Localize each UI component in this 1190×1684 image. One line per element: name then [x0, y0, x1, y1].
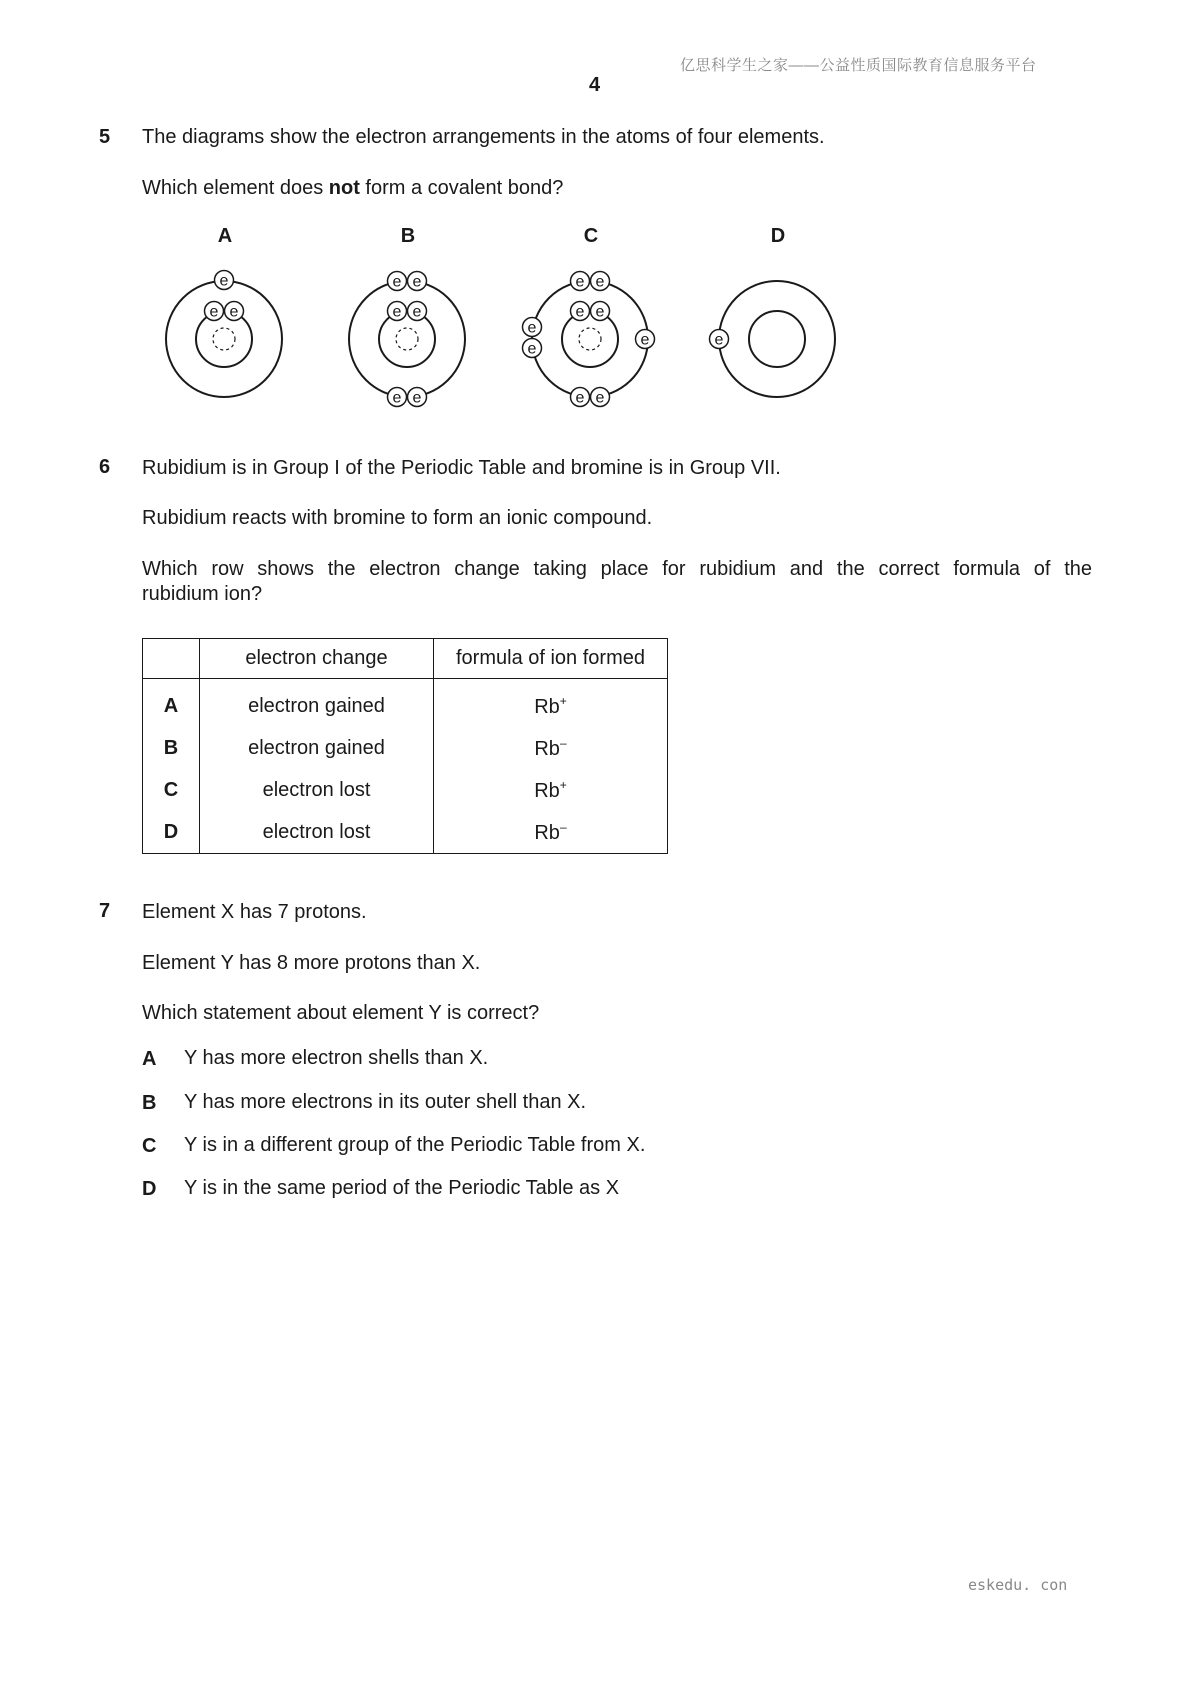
- row-letter: A: [143, 679, 200, 728]
- diagram-label-c: C: [583, 225, 599, 247]
- table-row: [143, 727, 668, 769]
- table-row: [143, 811, 668, 854]
- table-row: [143, 679, 668, 728]
- question-5-prompt: [142, 175, 563, 201]
- question-5-number: 5: [99, 126, 111, 148]
- question-5-prompt-pre: Which element does: [142, 177, 329, 199]
- row-letter: C: [143, 769, 200, 811]
- table-header-row: [143, 639, 668, 679]
- atom-b-diagram: [349, 272, 465, 407]
- atom-a-diagram: [166, 271, 282, 398]
- ion-charge: –: [559, 735, 567, 750]
- ion-symbol: Rb: [534, 695, 560, 718]
- ion-charge: +: [559, 693, 567, 708]
- question-5-text: The diagrams show the electron arrangements in the atoms of four elements.: [142, 126, 825, 148]
- option-letter-c: C: [142, 1135, 157, 1157]
- question-6-number: 6: [99, 456, 111, 478]
- question-6-line-3b: rubidium ion?: [142, 583, 263, 605]
- row-electron-change: electron gained: [200, 727, 434, 769]
- option-text-d: Y is in the same period of the Periodic Table as X: [184, 1177, 620, 1199]
- option-letter-b: B: [142, 1092, 157, 1114]
- question-5-prompt-post: form a covalent bond?: [359, 177, 564, 199]
- watermark-text: 亿思科学生之家——公益性质国际教育信息服务平台: [680, 57, 1037, 74]
- option-text-c: Y is in a different group of the Periodic Table from X.: [184, 1134, 646, 1156]
- ion-symbol: Rb: [534, 737, 560, 760]
- row-ion-formula: [434, 679, 668, 728]
- option-text-a: Y has more electron shells than X.: [184, 1047, 489, 1069]
- row-ion-formula: [434, 769, 668, 811]
- row-letter: B: [143, 727, 200, 769]
- option-text-b: Y has more electrons in its outer shell than X.: [184, 1091, 587, 1113]
- atom-d-diagram: [710, 281, 836, 397]
- diagram-label-d: D: [770, 225, 786, 247]
- row-electron-change: electron lost: [200, 811, 434, 854]
- diagram-label-b: B: [400, 225, 416, 247]
- electron-arrangement-diagrams: e: [150, 262, 850, 412]
- option-letter-a: A: [142, 1048, 157, 1070]
- ion-charge: +: [559, 777, 567, 792]
- question-5-prompt-bold: not: [328, 177, 360, 199]
- ion-symbol: Rb: [534, 821, 560, 844]
- question-7-number: 7: [99, 900, 111, 922]
- atom-c-diagram: [523, 272, 655, 407]
- question-7-line-3: Which statement about element Y is correct?: [142, 1002, 540, 1024]
- row-electron-change: electron lost: [200, 769, 434, 811]
- table-row: [143, 769, 668, 811]
- row-ion-formula: [434, 727, 668, 769]
- table-header-formula: formula of ion formed: [434, 639, 668, 679]
- diagram-label-a: A: [217, 225, 233, 247]
- ion-symbol: Rb: [534, 779, 560, 802]
- ion-charge: –: [559, 819, 567, 834]
- answer-table: [142, 638, 668, 854]
- table-header-electron-change: electron change: [200, 639, 434, 679]
- option-letter-d: D: [142, 1178, 157, 1200]
- question-6-line-3a: Which row shows the electron change taking place for rubidium and the correct formula of the: [142, 558, 1092, 580]
- question-6-line-1: Rubidium is in Group I of the Periodic Table and bromine is in Group VII.: [142, 457, 781, 479]
- question-7-line-2: Element Y has 8 more protons than X.: [142, 952, 481, 974]
- question-7-line-1: Element X has 7 protons.: [142, 901, 367, 923]
- question-6-line-2: Rubidium reacts with bromine to form an ionic compound.: [142, 507, 653, 529]
- table-header-blank: [143, 639, 200, 679]
- page-number: 4: [589, 74, 601, 96]
- row-electron-change: electron gained: [200, 679, 434, 728]
- row-letter: D: [143, 811, 200, 854]
- row-ion-formula: [434, 811, 668, 854]
- footer-site-text: eskedu. con: [968, 1576, 1068, 1594]
